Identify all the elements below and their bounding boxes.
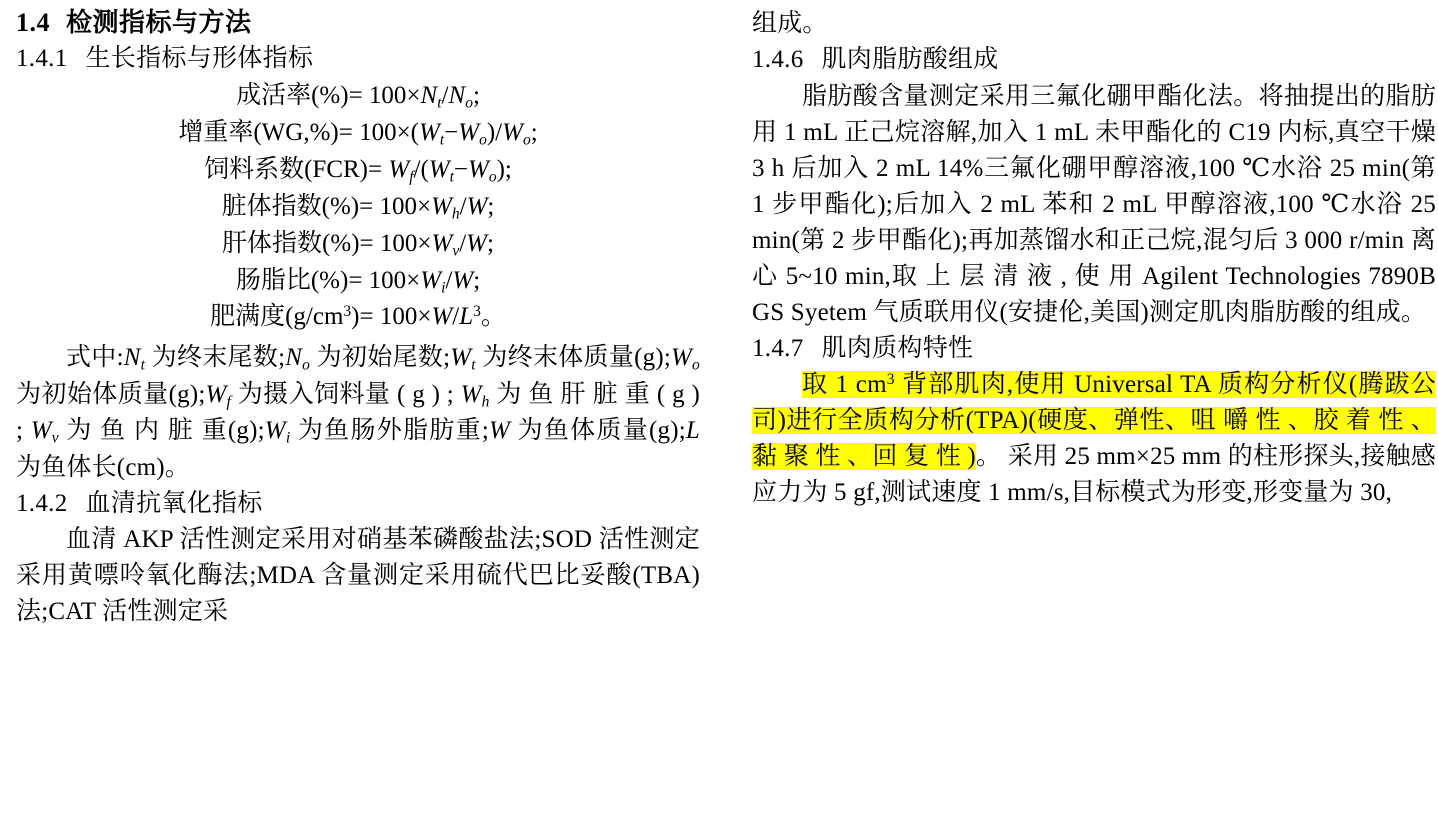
highlighted-text: 取 1 $cm^3$ 背部肌肉,使用 Universal TA 质构分析仪(腾跋公司)进行全质构分析(TPA)(硬度、弹性、咀 嚼 性 、胶 着 性 、黏 聚 性 、回 复 性 )	[752, 370, 1436, 470]
left-column	[16, 6, 704, 825]
formula-viscerosomatic-index: 脏体指数(%)= $100\times W_h/W$;	[221, 192, 495, 222]
right-column	[746, 6, 1436, 825]
section-heading-1-4	[16, 6, 700, 39]
paragraph-1-4-7: 取 1 $cm^3$ 背部肌肉,使用 Universal TA 质构分析仪(腾跋公司)进行全质构分析(TPA)(硬度、弹性、咀 嚼 性 、胶 着 性 、黏 聚 性 、回 复 性 )。 采用 25 mm×25 mm 的柱形探头,接触感应力为 5 gf,测试速度 1 mm/s,目标模式为形变,形变量为 30,	[752, 370, 1436, 506]
section-number-1-4-1: 1.4.1	[16, 45, 68, 73]
section-heading-1-4-6	[752, 44, 1436, 77]
section-number-1-4-2: 1.4.2	[16, 489, 68, 517]
formula-hepatosomatic-index: 肝体指数(%)= $100\times W_v/W$;	[222, 229, 494, 259]
section-title-1-4-6: 肌肉脂肪酸组成	[821, 46, 999, 73]
section-heading-1-4-1	[16, 43, 700, 76]
section-title-1-4-7: 肌肉质构特性	[821, 334, 974, 362]
section-number-1-4: 1.4	[16, 8, 50, 37]
formula-list	[16, 78, 700, 336]
section-title-1-4-2: 血清抗氧化指标	[85, 489, 263, 517]
section-title-1-4: 检测指标与方法	[66, 8, 252, 37]
formula-feed-conversion-ratio: 饲料系数$(FCR)= W_f/(W_t-W_o)$;	[204, 155, 512, 185]
section-heading-1-4-7	[752, 333, 1436, 366]
section-number-1-4-7: 1.4.7	[752, 334, 804, 362]
section-title-1-4-1: 生长指标与形体指标	[85, 45, 314, 73]
definitions-paragraph: 式中$:N_t$ 为终末尾数$;N_o$ 为初始尾数$;W_t$ 为终末体质量$(g);W_o$ 为初始体质量$(g);W_f$ 为摄入饲料量 ( g ) ; $W_h$ 为 鱼 肝 脏 重 ( g ) ; $W_v$ 为 鱼 内 脏 重$(g);W_i$ 为鱼肠外脂肪重;W 为鱼体质量(g);L 为鱼体长(cm)。	[16, 343, 700, 481]
formula-condition-factor: 肥满度$(g/cm^3)= 100\times W/L^3$。	[210, 303, 506, 331]
formula-survival-rate: 成活率(%)= $100\times N_t/N_o$;	[236, 81, 480, 112]
formula-weight-gain: 增重率$(WG,\%)= 100\times(W_t-W_o)/W_o$;	[178, 118, 538, 149]
section-heading-1-4-2	[16, 488, 700, 521]
section-number-1-4-6: 1.4.6	[752, 46, 804, 73]
paragraph-1-4-2: 血清 AKP 活性测定采用对硝基苯磷酸盐法;SOD 活性测定采用黄嘌呤氧化酶法;MDA 含量测定采用硫代巴比妥酸(TBA)法;CAT 活性测定采	[16, 526, 700, 626]
paragraph-1-4-6: 脂肪酸含量测定采用三氟化硼甲酯化法。将抽提出的脂肪用 1 mL 正己烷溶解,加入 1 mL 未甲酯化的 C19 内标,真空干燥 3 h 后加入 2 mL 14%三氟化硼甲醇溶液,100 ℃水浴 25 min(第 1 步甲酯化);后加入 2 mL 苯和 2 mL 甲醇溶液,100 ℃水浴 25 min(第 2 步甲酯化);再加蒸馏水和正己烷,混匀后 3 000 r/min 离心 5~10 min,取 上 层 清 液 , 使 用 Agilent Technologies 7890B GS Syetem 气质联用仪(安捷伦,美国)测定肌肉脂肪酸的组成。	[752, 82, 1436, 326]
continuation-text: 组成。	[752, 10, 828, 37]
formula-intestinal-fat-ratio: 肠脂比(%)= $100\times W_i/W$;	[235, 266, 481, 296]
